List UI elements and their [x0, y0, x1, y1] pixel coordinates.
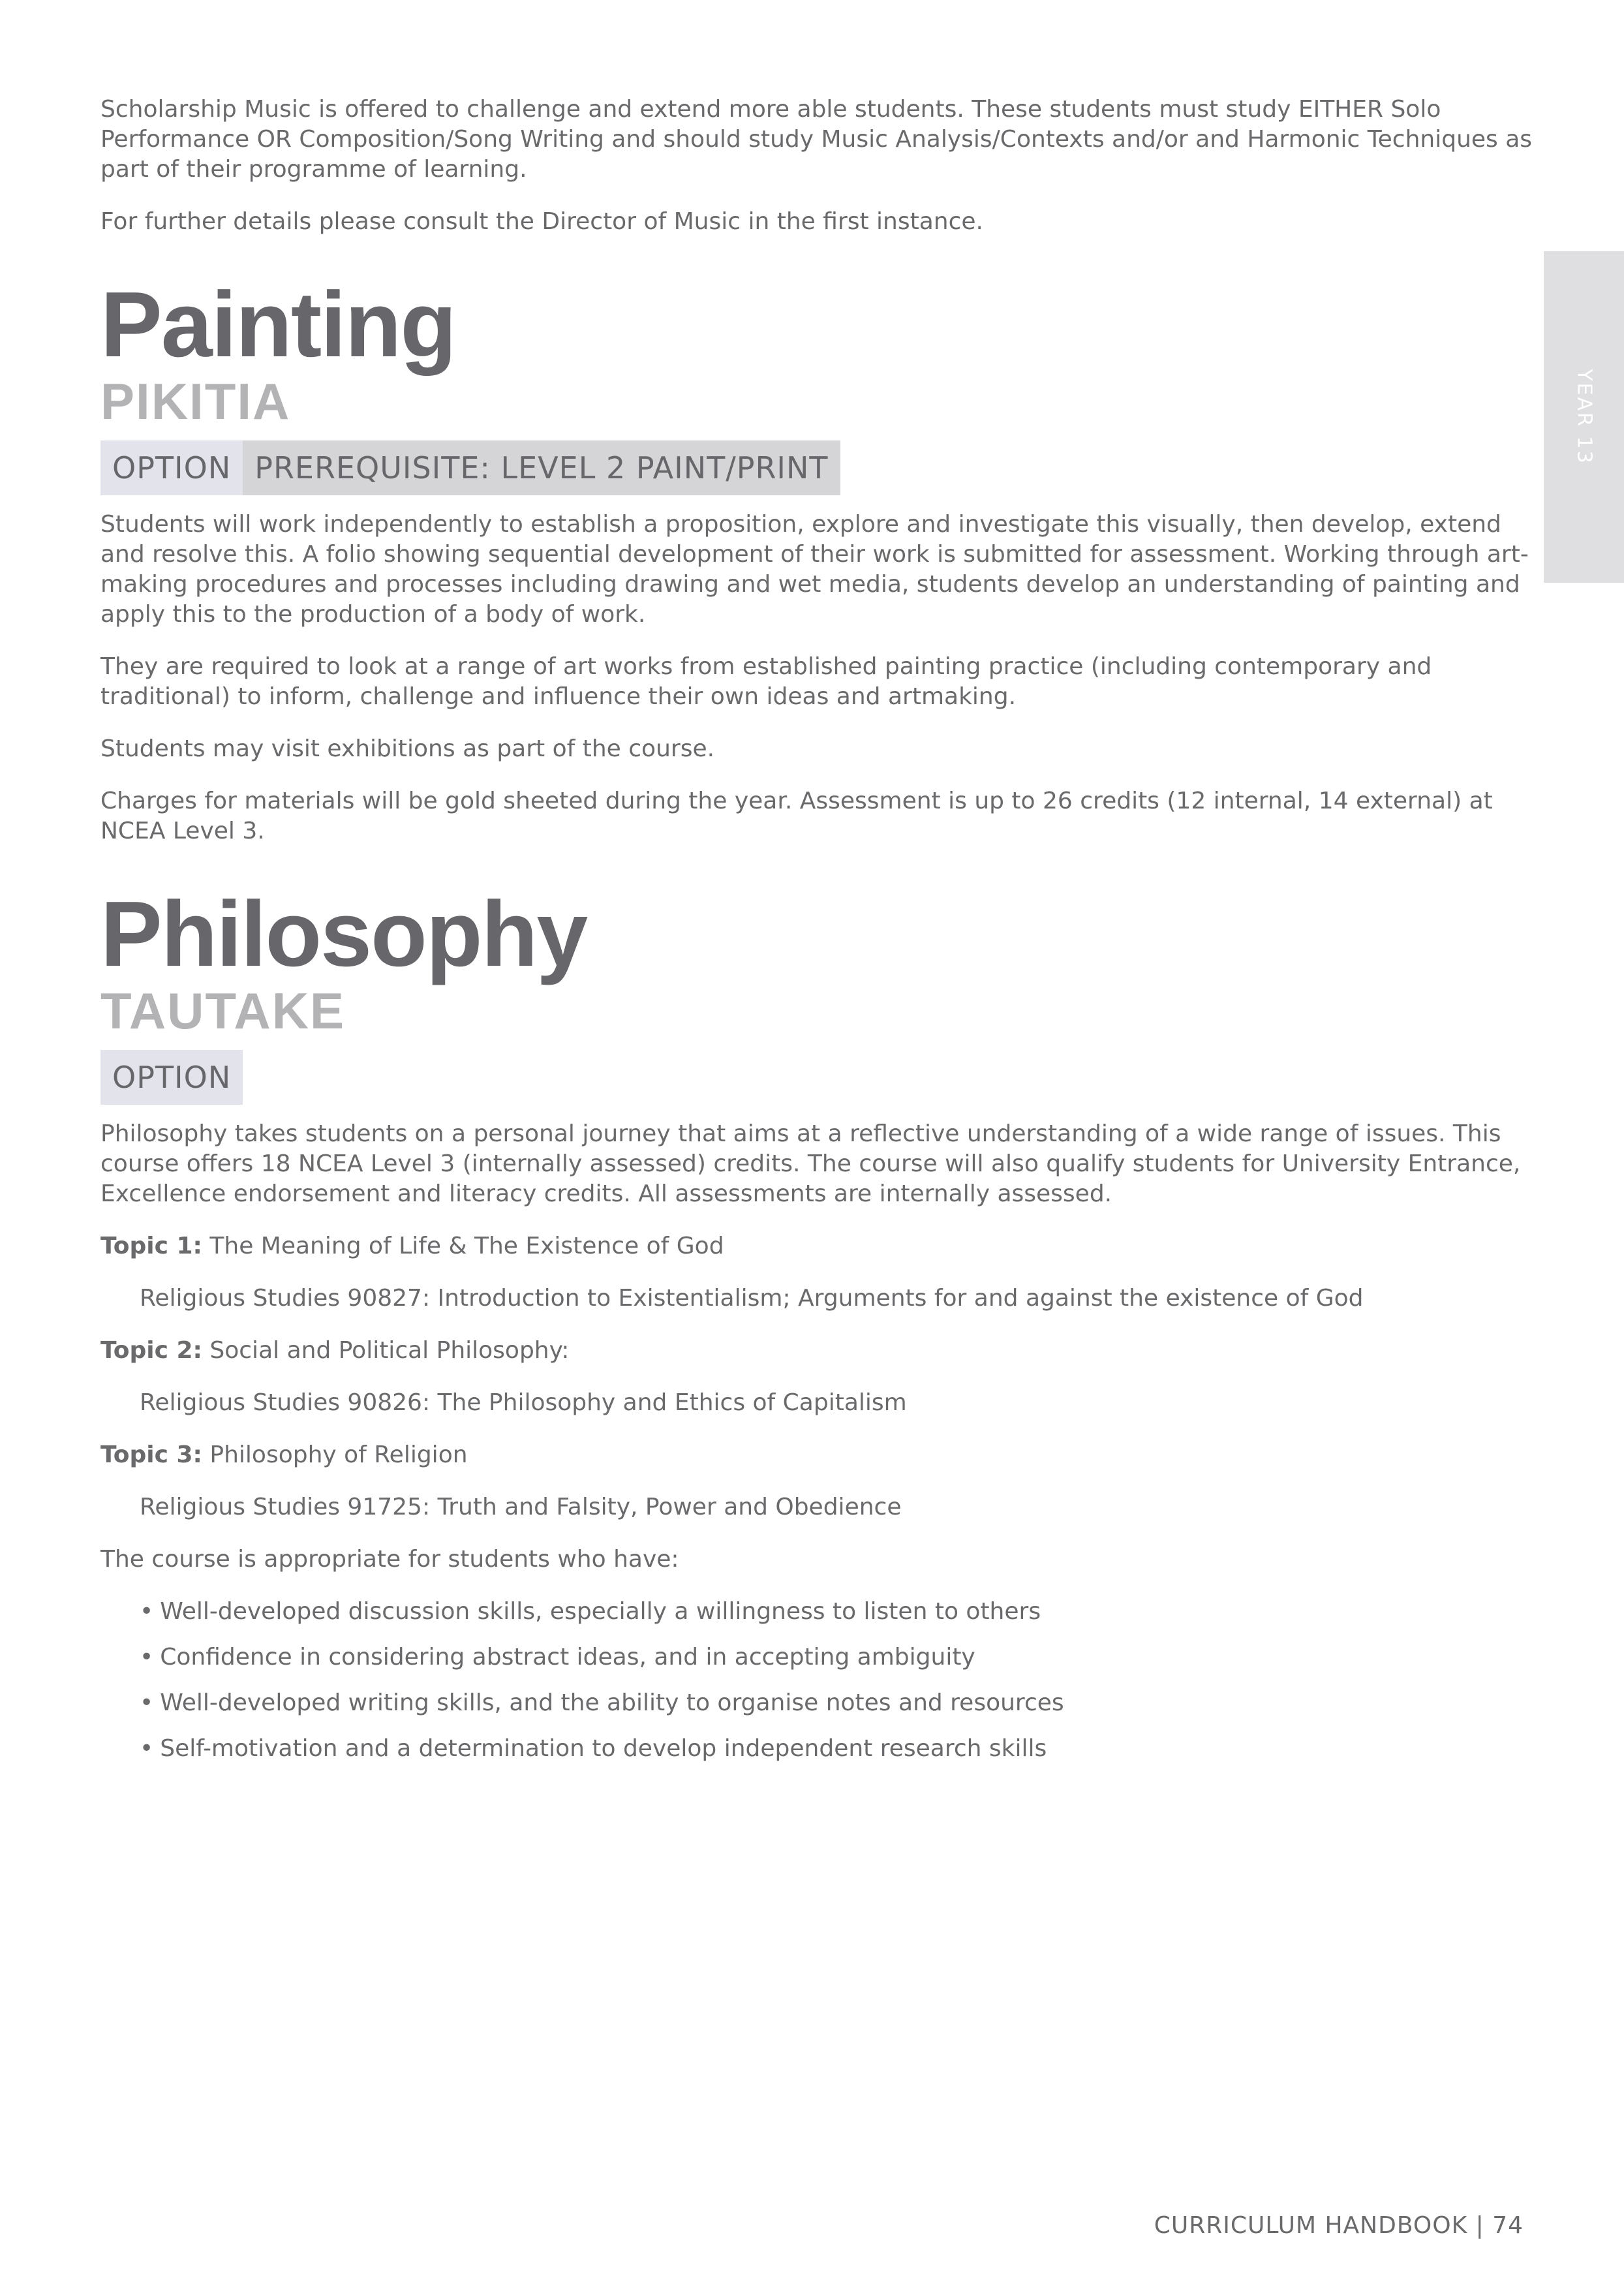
topic-detail: Religious Studies 90827: Introduction to Existentialism; Arguments for and against the existence of God: [140, 1285, 1364, 1312]
list-item: • Self-motivation and a determination to develop independent research skills: [140, 1735, 1047, 1762]
topic-detail: Religious Studies 91725: Truth and Falsity, Power and Obedience: [140, 1494, 902, 1520]
year-side-tab: [1544, 251, 1624, 583]
topic-name: Philosophy of Religion: [209, 1441, 468, 1468]
badge-row: [100, 440, 1536, 495]
suitability-list: [100, 1597, 1536, 1764]
topic-label: Topic 2:: [100, 1337, 202, 1364]
list-item: • Well-developed writing skills, and the ability to organise notes and resources: [140, 1689, 1064, 1716]
bullet-icon: •: [140, 1598, 154, 1625]
philosophy-section: [100, 882, 1536, 1764]
body-paragraph: They are required to look at a range of art works from established painting practice (including contemporary and traditional) to inform, challenge and influence their own ideas and artmaking.: [100, 653, 1432, 710]
painting-section: [100, 273, 1536, 846]
bullet-icon: •: [140, 1735, 154, 1762]
list-item: • Well-developed discussion skills, especially a willingness to listen to others: [140, 1598, 1041, 1625]
bullet-icon: •: [140, 1689, 154, 1716]
list-item: • Confidence in considering abstract ideas, and in accepting ambiguity: [140, 1644, 975, 1671]
option-badge: OPTION: [100, 1050, 243, 1105]
badge-row: [100, 1050, 1536, 1105]
topic-name: The Meaning of Life & The Existence of God: [209, 1233, 724, 1259]
topic-label: Topic 3:: [100, 1441, 202, 1468]
topic-heading: [100, 1336, 1536, 1366]
side-tab-label: YEAR 13: [1572, 369, 1595, 465]
intro-paragraph: For further details please consult the Director of Music in the first instance.: [100, 208, 983, 235]
suitability-intro: The course is appropriate for students who have:: [100, 1546, 679, 1573]
page-footer: CURRICULUM HANDBOOK | 74: [1154, 2212, 1524, 2239]
option-badge: OPTION: [100, 440, 243, 495]
topic-heading: [100, 1231, 1536, 1261]
section-title: Painting: [100, 273, 456, 377]
topic-label: Topic 1:: [100, 1233, 202, 1259]
topic-heading: [100, 1440, 1536, 1470]
intro-paragraph: Scholarship Music is offered to challenge and extend more able students. These students must study EITHER Solo Performance OR Composition/Song Writing and should study Music Analysis/Contexts and/or and Harmonic Techniques as part of their programme of learning.: [100, 96, 1533, 183]
body-paragraph: Philosophy takes students on a personal journey that aims at a reflective understanding of a wide range of issues. This course offers 18 NCEA Level 3 (internally assessed) credits. The course will also qualify students for University Entrance, Excellence endorsement and literacy credits. All assessments are internally assessed.: [100, 1120, 1521, 1207]
topic-detail: Religious Studies 90826: The Philosophy and Ethics of Capitalism: [140, 1389, 907, 1416]
body-paragraph: Students will work independently to establish a proposition, explore and investigate this visually, then develop, extend and resolve this. A folio showing sequential development of their work is submitted for assessment. Working through art-making procedures and processes including drawing and wet media, students develop an understanding of painting and apply this to the production of a body of work.: [100, 511, 1529, 628]
section-subtitle: PIKITIA: [100, 373, 291, 430]
body-paragraph: Charges for materials will be gold sheeted during the year. Assessment is up to 26 credits (12 internal, 14 external) at NCEA Level 3.: [100, 788, 1493, 844]
page-content: [100, 95, 1536, 1779]
bullet-icon: •: [140, 1644, 154, 1671]
topic-name: Social and Political Philosophy:: [209, 1337, 570, 1364]
prerequisite-badge: PREREQUISITE: LEVEL 2 PAINT/PRINT: [243, 440, 840, 495]
section-title: Philosophy: [100, 882, 587, 986]
section-subtitle: TAUTAKE: [100, 982, 346, 1040]
body-paragraph: Students may visit exhibitions as part of the course.: [100, 735, 715, 762]
